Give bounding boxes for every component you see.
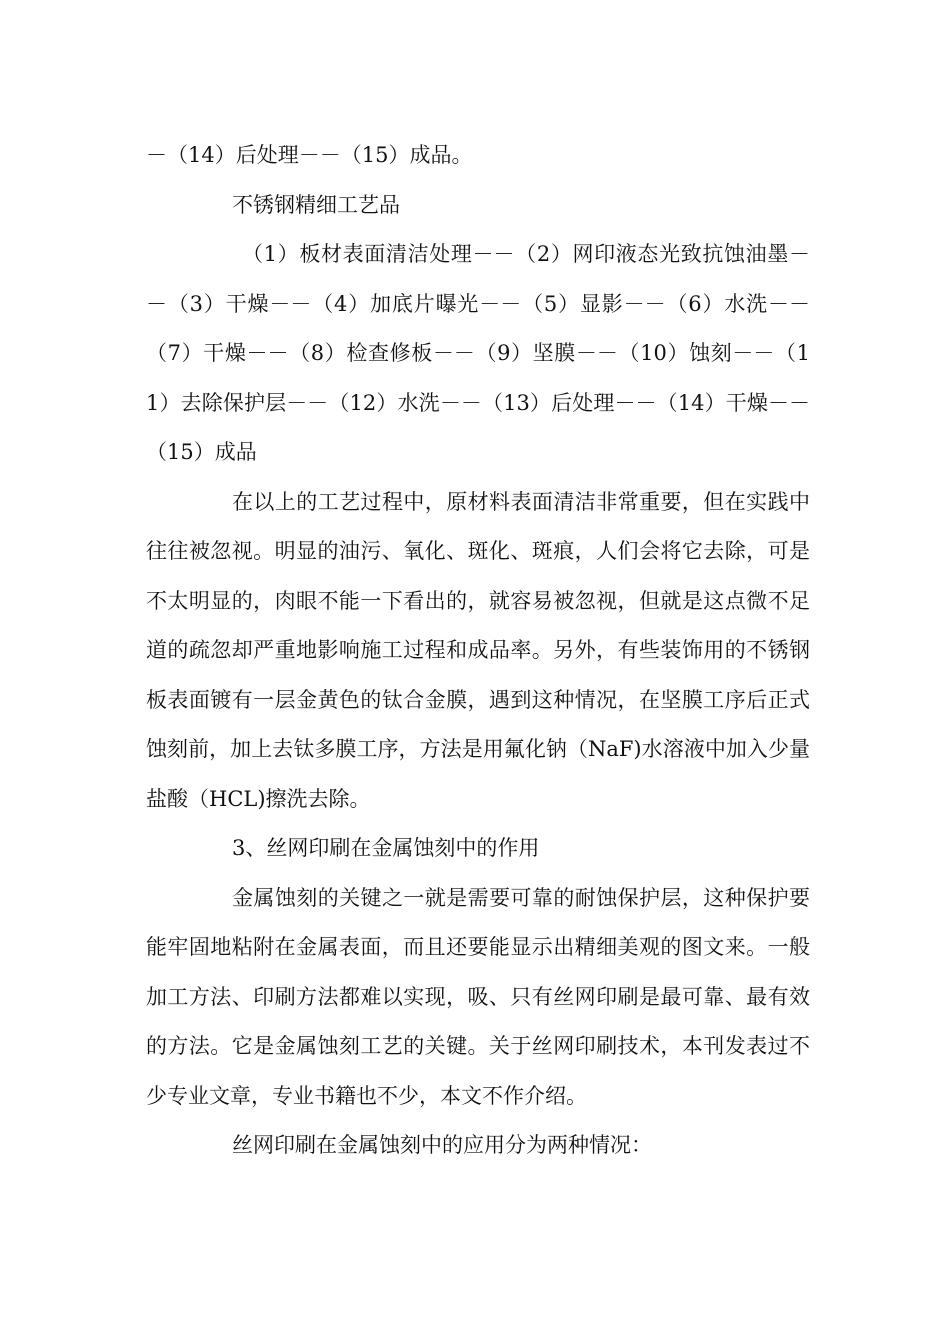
document-body bbox=[146, 131, 810, 1171]
paragraph-protective-layer: 金属蚀刻的关键之一就是需要可靠的耐蚀保护层，这种保护要能牢固地粘附在金属表面，而且还要能显示出精细美观的图文来。一般加工方法、印刷方法都难以实现，吸、只有丝网印刷是最可靠、最有效的方法。它是金属蚀刻工艺的关键。关于丝网印刷技术，本刊发表过不少专业文章，专业书籍也不少，本文不作介绍。 bbox=[146, 885, 810, 1108]
section-heading-stainless-crafts: 不锈钢精细工艺品 bbox=[232, 192, 400, 217]
paragraph-surface-cleaning: 在以上的工艺过程中，原材料表面清洁非常重要，但在实践中往往被忽视。明显的油污、氧化、斑化、斑痕，人们会将它去除，可是不太明显的，肉眼不能一下看出的，就容易被忽视，但就是这点微不足道的疏忽却严重地影响施工过程和成品率。另外，有些装饰用的不锈钢板表面镀有一层金黄色的钛合金膜，遇到这种情况，在坚膜工序后正式蚀刻前，加上去钛多膜工序，方法是用氟化钠（NaF)水溶液中加入少量盐酸（HCL)擦洗去除。 bbox=[146, 489, 810, 811]
paragraph-application-cases: 丝网印刷在金属蚀刻中的应用分为两种情况： bbox=[232, 1133, 652, 1157]
section-heading-screen-printing: 3、丝网印刷在金属蚀刻中的作用 bbox=[232, 836, 540, 860]
paragraph-process-steps: （1）板材表面清洁处理－－（2）网印液态光致抗蚀油墨－－（3）干燥－－（4）加底片曝光－－（5）显影－－（6）水洗－－（7）干燥－－（8）检查修板－－（9）坚膜－－（10）蚀刻－－（11）去除保护层－－（12）水洗－－（13）后处理－－（14）干燥－－（15）成品 bbox=[146, 242, 810, 464]
paragraph-continuation: －（14）后处理－－（15）成品。 bbox=[146, 143, 473, 167]
